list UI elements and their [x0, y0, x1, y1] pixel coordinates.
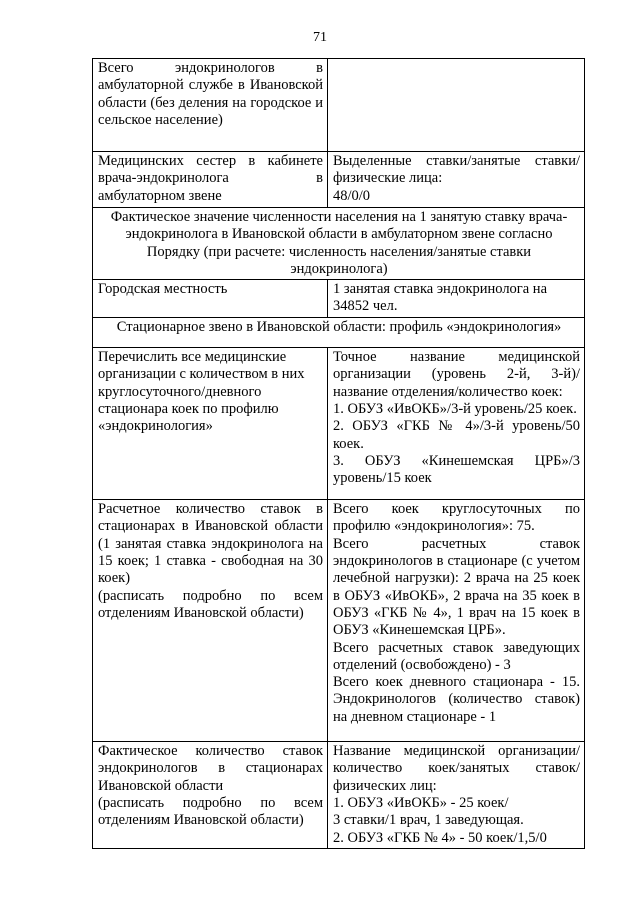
page-number: 71	[313, 30, 327, 45]
cell-line: Всего расчетных ставок эндокринологов в стационаре (с учетом лечебной нагрузки): 2 врача на 25 коек в ОБУЗ «ИвОКБ», 2 врача на 35 коек в ОБУЗ «ГКБ № 4», 1 врач на 15 коек в ОБУЗ «Кинешемская ЦРБ».	[333, 535, 580, 639]
row-label-total-endocrinologists: Всего эндокринологов в амбулаторной службе в Ивановской области (без деления на городское и сельское население)	[93, 59, 328, 152]
cell-line: Расчетное количество ставок в стационарах в Ивановской области (1 занятая ставка эндокринолога на 15 коек; 1 ставка - свободная на 30 коек)	[98, 501, 323, 587]
cell-line: Фактическое количество ставок эндокринологов в стационарах Ивановской области	[98, 743, 323, 794]
row-value-calculated-rates	[328, 500, 585, 742]
table-row	[93, 318, 585, 348]
row-value-total-endocrinologists	[328, 59, 585, 152]
cell-line: Название медицинской организации/ количество коек/занятых ставок/ физических лиц:	[333, 743, 580, 794]
cell-line: Всего расчетных ставок заведующих отделений (освобождено) - 3	[333, 639, 580, 673]
cell-line: Точное название медицинской организации (уровень 2-й, 3-й)/ название отделения/количество коек:	[333, 349, 580, 400]
row-label-nurses: Медицинских сестер в кабинете врача-эндокринолога в амбулаторном звене	[93, 152, 328, 208]
cell-line: 3 ставки/1 врач, 1 заведующая.	[333, 812, 524, 829]
cell-line: 3. ОБУЗ «Кинешемская ЦРБ»/3 уровень/15 коек	[333, 452, 580, 487]
cell-line: 1. ОБУЗ «ИвОКБ» - 25 коек/	[333, 795, 509, 812]
row-label-actual-rates	[93, 742, 328, 849]
cell-line: Выделенные ставки/занятые ставки/ физические лица:	[333, 153, 580, 187]
row-value-organizations	[328, 348, 585, 500]
table-row	[93, 152, 585, 208]
table-row	[93, 742, 585, 849]
section-header-population: Фактическое значение численности населения на 1 занятую ставку врача-эндокринолога в Ивановской области в амбулаторном звене согласно Порядку (при расчете: численность населения/занятые ставки эндокринолога)	[93, 208, 585, 280]
row-label-urban: Городская местность	[93, 280, 328, 318]
table-row	[93, 280, 585, 318]
cell-line: Всего коек круглосуточных по профилю «эндокринология»: 75.	[333, 501, 580, 535]
cell-line: (расписать подробно по всем отделениям Ивановской области)	[98, 587, 323, 621]
cell-line: 48/0/0	[333, 187, 371, 204]
row-value-urban: 1 занятая ставка эндокринолога на 34852 чел.	[328, 280, 585, 318]
section-header-inpatient: Стационарное звено в Ивановской области: профиль «эндокринология»	[93, 318, 585, 348]
cell-line: 1. ОБУЗ «ИвОКБ»/3-й уровень/25 коек.	[333, 401, 577, 418]
cell-line: (расписать подробно по всем отделениям Ивановской области)	[98, 795, 323, 829]
row-value-nurses	[328, 152, 585, 208]
cell-line: Всего коек дневного стационара - 15. Эндокринологов (количество ставок) на дневном стационаре - 1	[333, 674, 580, 725]
table-row	[93, 348, 585, 500]
cell-line: 2. ОБУЗ «ГКБ № 4» - 50 коек/1,5/0	[333, 829, 547, 846]
row-label-calculated-rates	[93, 500, 328, 742]
table-row	[93, 59, 585, 152]
data-table	[92, 58, 585, 849]
row-value-actual-rates	[328, 742, 585, 849]
cell-line: 2. ОБУЗ «ГКБ № 4»/3-й уровень/50 коек.	[333, 418, 580, 452]
row-label-organizations: Перечислить все медицинские организации с количеством в них круглосуточного/дневного стационара коек по профилю «эндокринология»	[93, 348, 328, 500]
table-row	[93, 208, 585, 280]
table-row	[93, 500, 585, 742]
